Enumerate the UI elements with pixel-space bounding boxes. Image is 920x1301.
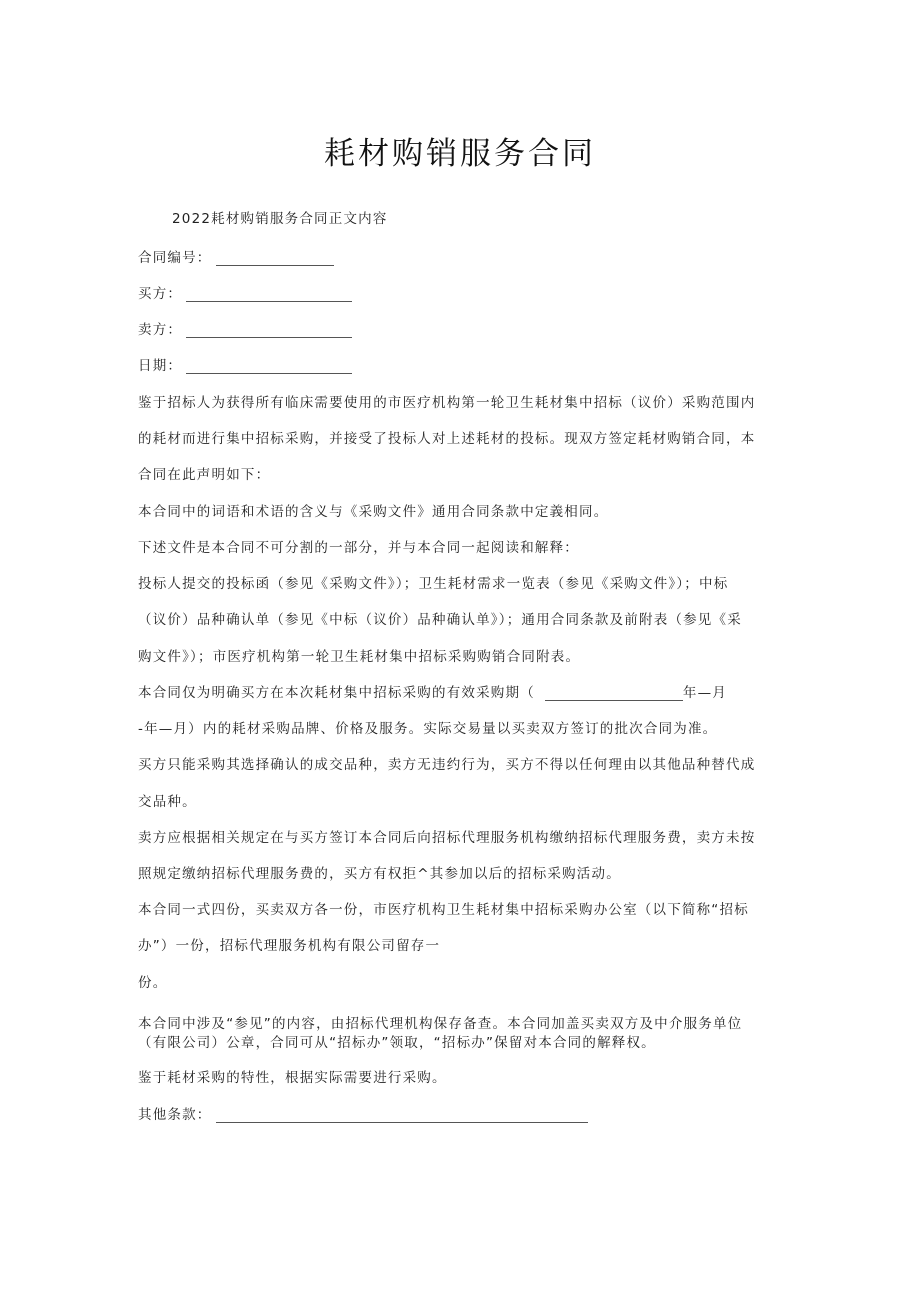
buyer-blank[interactable] xyxy=(186,288,352,302)
procurement-period-line xyxy=(138,681,790,701)
paragraph-line: 本合同中的词语和术语的含义与《采购文件》通用合同条款中定義相同。 xyxy=(138,504,609,520)
paragraph-line: 办”）一份，招标代理服务机构有限公司留存一 xyxy=(138,938,441,954)
buyer-label: 买方： xyxy=(138,286,183,302)
paragraph-line: 份。 xyxy=(138,975,168,991)
paragraph-line: 买方只能采购其选择确认的成交品种，卖方无违约行为，买方不得以任何理由以其他品种替代成 xyxy=(138,757,756,773)
contract-number-blank[interactable] xyxy=(216,252,334,266)
buyer-field xyxy=(138,282,790,302)
seller-field xyxy=(138,318,790,338)
procurement-period-text: 本合同仅为明确买方在本次耗材集中招标采购的有效采购期（ xyxy=(138,685,535,701)
paragraph-line: 合同在此声明如下： xyxy=(138,467,271,483)
other-terms-field xyxy=(138,1103,790,1123)
contract-number-label: 合同编号： xyxy=(138,250,212,266)
paragraph-line: -年—月）内的耗材采购品牌、价格及服务。实际交易量以买卖双方签订的批次合同为准。 xyxy=(138,721,718,737)
contract-number-field xyxy=(138,246,790,266)
date-blank[interactable] xyxy=(186,360,352,374)
other-terms-blank[interactable] xyxy=(216,1109,588,1123)
paragraph-line: 本合同一式四份，买卖双方各一份，市医疗机构卫生耗材集中招标采购办公室（以下简称“招标 xyxy=(138,902,749,918)
seller-label: 卖方： xyxy=(138,322,183,338)
paragraph-line: 鉴于耗材采购的特性，根据实际需要进行采购。 xyxy=(138,1070,447,1086)
other-terms-label: 其他条款： xyxy=(138,1107,212,1123)
paragraph-line: 本合同中涉及“参见”的内容，由招标代理机构保存备查。本合同加盖买卖双方及中介服务单位 xyxy=(138,1016,743,1032)
paragraph-line: 鉴于招标人为获得所有临床需要使用的市医疗机构第一轮卫生耗材集中招标（议价）采购范围内 xyxy=(138,395,756,411)
paragraph-line: 下述文件是本合同不可分割的一部分，并与本合同一起阅读和解释： xyxy=(138,540,579,556)
date-field xyxy=(138,354,790,374)
paragraph-line: （议价）品种确认单（参见《中标（议价）品种确认单》）；通用合同条款及前附表（参见《采 xyxy=(138,612,742,628)
date-label: 日期： xyxy=(138,358,183,374)
seller-blank[interactable] xyxy=(186,324,352,338)
paragraph-line: 投标人提交的投标函（参见《采购文件》）；卫生耗材需求一览表（参见《采购文件》）；中标 xyxy=(138,576,729,592)
paragraph-line: （有限公司）公章，合同可从“招标办”领取，“招标办”保留对本合同的解释权。 xyxy=(138,1035,656,1051)
procurement-period-blank[interactable] xyxy=(545,687,683,701)
paragraph-line: 卖方应根据相关规定在与买方签订本合同后向招标代理服务机构缴纳招标代理服务费，卖方未按 xyxy=(138,830,756,846)
paragraph-line: 照规定缴纳招标代理服务费的，买方有权拒^其参加以后的招标采购活动。 xyxy=(138,866,621,882)
paragraph-line: 的耗材而进行集中招标采购，并接受了投标人对上述耗材的投标。现双方签定耗材购销合同，本 xyxy=(138,431,756,447)
document-title: 耗材购销服务合同 xyxy=(324,136,596,172)
paragraph-line: 购文件》）；市医疗机构第一轮卫生耗材集中招标采购购销合同附表。 xyxy=(138,649,581,665)
paragraph-line: 交品种。 xyxy=(138,794,197,810)
procurement-period-suffix: 年—月 xyxy=(682,685,728,701)
subtitle: 2022耗材购销服务合同正文内容 xyxy=(172,211,388,227)
